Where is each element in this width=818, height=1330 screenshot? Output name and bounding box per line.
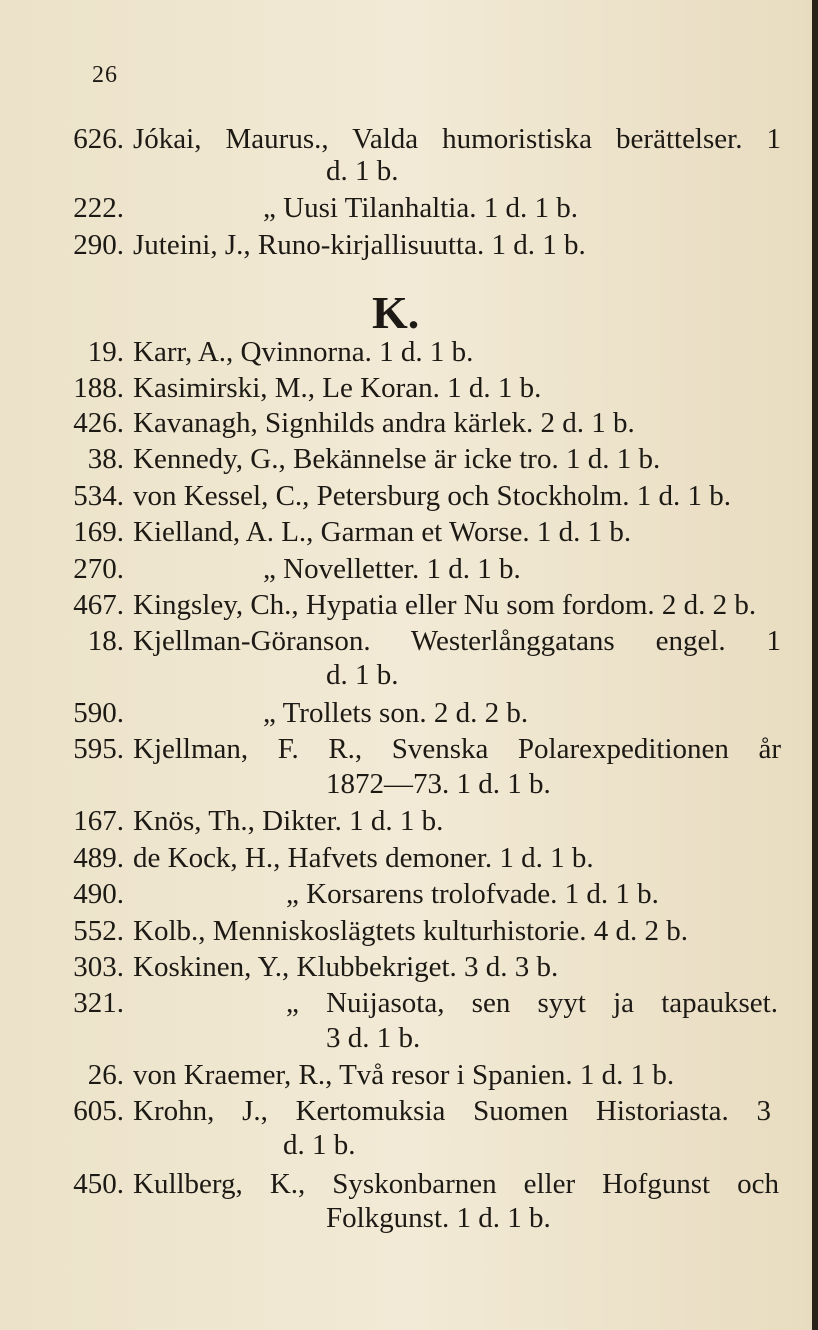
entry-continuation: 1872—73. 1 d. 1 b. [326,768,551,800]
entry-number: 489. [73,842,124,874]
section-letter: K. [372,287,420,338]
entry-number: 490. [73,878,124,910]
entry-number: 426. [73,407,124,439]
entry-text: Knös, Th., Dikter. 1 d. 1 b. [133,805,444,837]
entry-text: Juteini, J., Runo-kirjallisuutta. 1 d. 1 b. [133,229,586,261]
entry-number: 626. [73,123,124,155]
entry-number: 270. [73,553,124,585]
entry-number: 605. [73,1095,124,1127]
entry-number: 222. [73,192,124,224]
entry-text: „ Nuijasota, sen syyt ja tapaukset. [286,987,778,1019]
entry-text: Kasimirski, M., Le Koran. 1 d. 1 b. [133,372,542,404]
entry-number: 19. [87,336,124,368]
entry-text: Kavanagh, Signhilds andra kärlek. 2 d. 1 b. [133,407,635,439]
entry-continuation: d. 1 b. [283,1129,356,1161]
entry-text: „ Trollets son. 2 d. 2 b. [263,697,529,729]
entry-text: „ Korsarens trolofvade. 1 d. 1 b. [286,878,659,910]
entry-number: 26. [87,1059,124,1091]
entry-number: 321. [73,987,124,1019]
entry-text: Kolb., Menniskoslägtets kulturhistorie. 4 d. 2 b. [133,915,688,947]
entry-continuation: Folkgunst. 1 d. 1 b. [326,1202,551,1234]
entry-continuation: d. 1 b. [326,155,399,187]
entry-number: 169. [73,516,124,548]
entry-text: Kjellman-Göranson. Westerlånggatans engel. 1 [133,625,781,657]
entry-text: von Kraemer, R., Två resor i Spanien. 1 d. 1 b. [133,1059,675,1091]
entry-text: de Kock, H., Hafvets demoner. 1 d. 1 b. [133,842,594,874]
entry-text: Krohn, J., Kertomuksia Suomen Historiasta. 3 [133,1095,771,1127]
entry-number: 18. [87,625,124,657]
entry-continuation: 3 d. 1 b. [326,1022,421,1054]
entry-text: Jókai, Maurus., Valda humoristiska berättelser. 1 [133,123,781,155]
entry-number: 595. [73,733,124,765]
entry-text: Kennedy, G., Bekännelse är icke tro. 1 d. 1 b. [133,443,661,475]
entry-text: Kullberg, K., Syskonbarnen eller Hofgunst och [133,1168,779,1200]
entry-number: 450. [73,1168,124,1200]
entry-text: von Kessel, C., Petersburg och Stockholm. 1 d. 1 b. [133,480,731,512]
entry-text: „ Novelletter. 1 d. 1 b. [263,553,521,585]
entry-number: 552. [73,915,124,947]
page-edge [812,0,818,1330]
entry-text: Karr, A., Qvinnorna. 1 d. 1 b. [133,336,474,368]
entry-number: 534. [73,480,124,512]
entry-text: Koskinen, Y., Klubbekriget. 3 d. 3 b. [133,951,559,983]
entry-text: Kjellman, F. R., Svenska Polarexpeditionen år [133,733,781,765]
entry-number: 290. [73,229,124,261]
entry-text: Kingsley, Ch., Hypatia eller Nu som fordom. 2 d. 2 b. [133,589,757,621]
entry-number: 38. [87,443,124,475]
entry-number: 303. [73,951,124,983]
entry-number: 590. [73,697,124,729]
entry-text: „ Uusi Tilanhaltia. 1 d. 1 b. [263,192,578,224]
page-number: 26 [92,62,118,88]
entry-text: Kielland, A. L., Garman et Worse. 1 d. 1 b. [133,516,632,548]
entry-number: 188. [73,372,124,404]
entry-continuation: d. 1 b. [326,659,399,691]
entry-number: 167. [73,805,124,837]
entry-number: 467. [73,589,124,621]
